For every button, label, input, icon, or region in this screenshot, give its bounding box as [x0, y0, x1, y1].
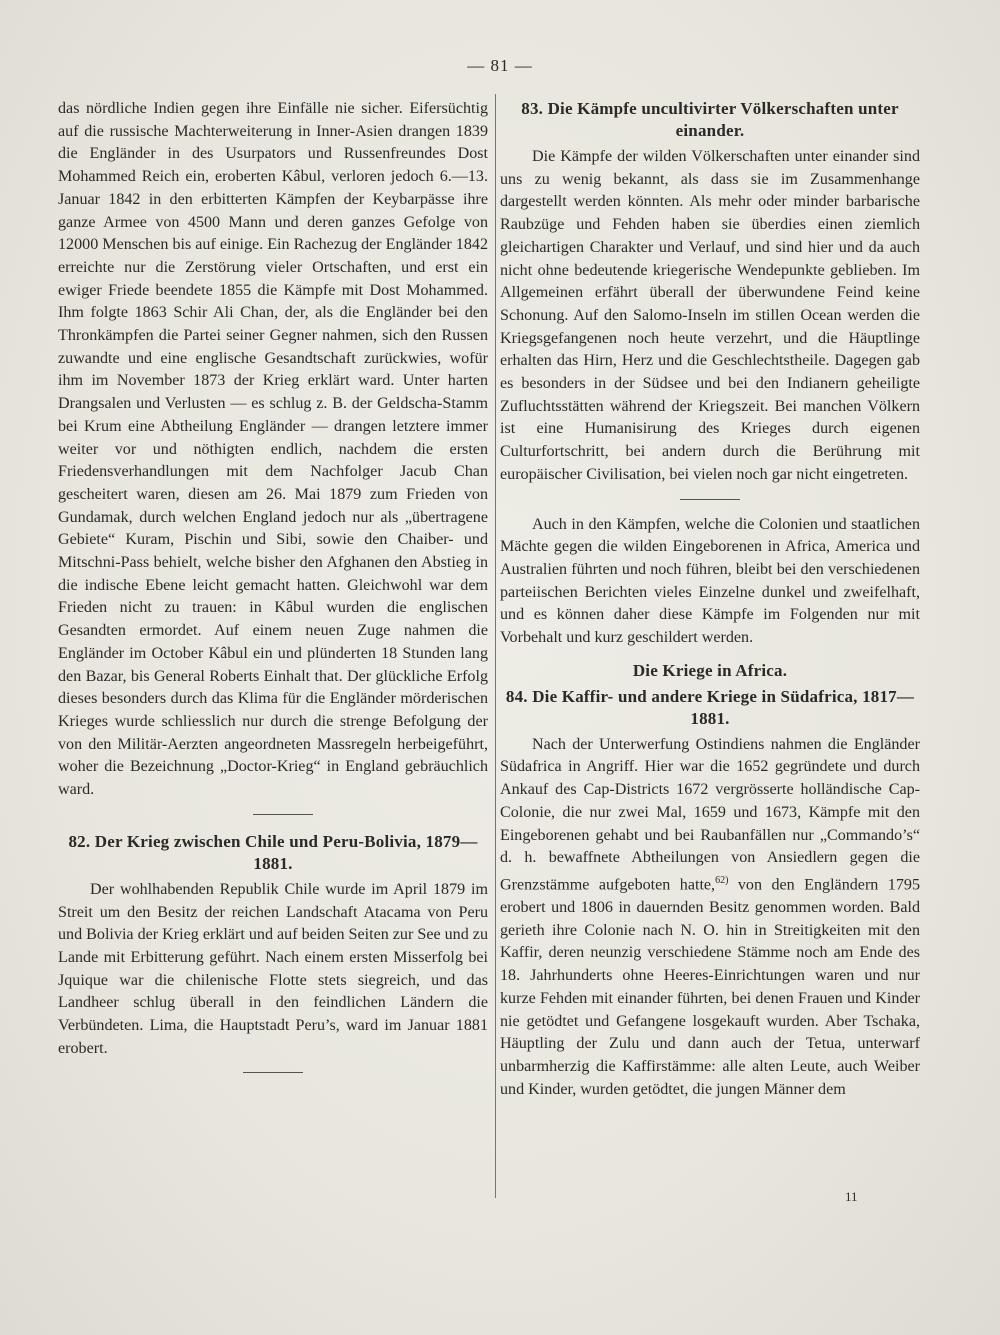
right-paragraph-2: Auch in den Kämpfen, welche die Colonien und staatlichen Mächte gegen die wilden Eingeborenen in Africa, America und Australien führten und noch führen, bleibt bei den verschiedenen parteiischen Berichten vieles Einzelne dunkel und zweifelhaft, und es können daher diese Kämpfe im Folgenden nur mit Vorbehalt und kurz geschildert werden.	[500, 515, 920, 647]
signature-mark: 11	[845, 1189, 858, 1204]
page-number: — 81 —	[467, 56, 533, 75]
section-divider-right	[680, 499, 740, 500]
section-divider-left	[253, 814, 313, 815]
section-82-heading: 82. Der Krieg zwischen Chile und Peru-Bolivia, 1879—1881.	[68, 831, 478, 873]
region-heading-africa: Die Kriege in Africa.	[632, 660, 788, 680]
left-paragraph-2: Der wohlhabenden Republik Chile wurde im April 1879 im Streit um den Besitz der reichen Landschaft Atacama von Peru und Bolivia der Krieg erklärt und auf beiden Seiten zur See und zu Lande mit Erbitterung geführt. Nach einem ersten Misserfolg bei Jquique war die chilenische Flotte stets siegreich, und das Landheer schlug überall in den feindlichen Ländern die Verbündeten. Lima, die Hauptstadt Peru’s, ward im Januar 1881 erobert.	[58, 880, 488, 1057]
left-column	[58, 98, 488, 1087]
right-column	[500, 98, 920, 1101]
section-end-rule-left	[243, 1072, 303, 1073]
section-83-heading: 83. Die Kämpfe uncultivirter Völkerschaften unter einander.	[521, 99, 899, 140]
right-paragraph-3-end: von den Engländern 1795 erobert und 1806 in dauernden Besitz genommen worden. Bald gerieth ihre Colonie nach N. O. hin in Streitigkeiten mit den Kaffir, deren neunzig verschiedene Stämme noch am Ende des 18. Jahrhunderts ohne Heeres-Einrichtungen waren und nur kurze Fehden mit einander führten, bei denen Frauen und Kinder nie getödtet und Gefangene losgekauft wurden. Aber Tschaka, Häuptling der Zulu und dann auch der Tetua, unterwarf unbarmherzig die Kaffirstämme: alle alten Leute, auch Weiber und Kinder, wurden getödtet, die jungen Männer dem	[500, 876, 920, 1098]
right-paragraph-3-start: Nach der Unterwerfung Ostindiens nahmen die Engländer Südafrica in Angriff. Hier war die 1652 gegründete und durch Ankauf des Cap-Districts 1672 vergrösserte holländische Cap-Colonie, die nur zwei Mal, 1659 und 1673, Kämpfe mit den Eingeborenen gehabt und bei Raubanfällen nur „Commando’s“ d. h. bewaffnete Abtheilungen von Ansiedlern gegen die Grenzstämme aufgeboten hatte,	[500, 735, 920, 894]
right-paragraph-1: Die Kämpfe der wilden Völkerschaften unter einander sind uns zu wenig bekannt, als dass sie im Zusammenhange dargestellt werden könnten. Als mehr oder minder barbarische Raubzüge und Fehden haben sie überdies einen ziemlich gleichartigen Charakter und Verlauf, und sind hier und da auch nicht ohne bedeutende kriegerische Wendepunkte geblieben. Im Allgemeinen erfährt überall der überwundene Feind keine Schonung. Auf den Salomo-Inseln im stillen Ocean werden die Kriegsgefangenen noch heute verzehrt, und die Häuptlinge erhalten das Hirn, Herz und die Geschlechtstheile. Dagegen gab es besonders in der Südsee und bei den Indianern geheiligte Zufluchtsstätten während der Kriegszeit. Bei manchen Völkern ist eine Humanisirung des Krieges durch eigenen Culturfortschritt, bei andern durch die Berührung mit europäischer Civilisation, bei vielen noch gar nicht eingetreten.	[500, 148, 920, 483]
column-divider	[495, 94, 496, 1198]
left-paragraph-1: das nördliche Indien gegen ihre Einfälle nie sicher. Eifersüchtig auf die russische Machterweiterung in Inner-Asien drangen 1839 die Engländer in des Usurpators und Russenfreundes Dost Mohammed Reich ein, eroberten Kâbul, verloren jedoch 6.—13. Januar 1842 in den erbitterten Kämpfen der Keybarpässe ihre ganze Armee von 4500 Mann und deren ganzes Gefolge von 12000 Menschen bis auf einige. Ein Rachezug der Engländer 1842 erreichte nur die Zerstörung vieler Ortschaften, und erst ein ewiger Friede beendete 1855 die Kämpfe mit Dost Mohammed. Ihm folgte 1863 Schir Ali Chan, der, als die Engländer bei den Thronkämpfen die Partei seiner Gegner nahmen, sich den Russen zuwandte und eine englische Gesandtschaft zurückwies, wofür ihm im November 1873 der Krieg erklärt ward. Unter harten Drangsalen und Verlusten — es schlug z. B. der Geldscha-Stamm bei Krum eine Abtheilung Engländer — drangen letztere immer weiter vor und nöthigten endlich, nachdem die ersten Friedensverhandlungen mit dem Nachfolger Jacub Chan gescheitert waren, diesen am 26. Mai 1879 zum Frieden von Gundamak, durch welchen England jedoch nur als „übertragene Gebiete“ Kuram, Pischin und Sibi, sowie den Chaiber- und Mitschni-Pass behielt, welche bisher den Afghanen den Abstieg in die indische Ebene leicht gemacht hatten. Gleichwohl war dem Frieden nicht zu trauen: in Kâbul wurden die englischen Gesandten ermordet. Auf einem neuen Zuge nahmen die Engländer im October Kâbul ein und plünderten 18 Stunden lang den Bazar, bis General Roberts Einhalt that. Der glückliche Erfolg dieses besonders durch das Klima für die Engländer mörderischen Krieges wurde schliesslich nur durch die strenge Befolgung der von den Militär-Aerzten angeordneten Massregeln herbeigeführt, woher die Bezeichnung „Doctor-Krieg“ in England gebräuchlich ward.	[58, 100, 488, 799]
section-84-heading: 84. Die Kaffir- und andere Kriege in Südafrica, 1817—1881.	[505, 686, 915, 728]
right-paragraph-3	[500, 734, 920, 1102]
footnote-reference: 62)	[715, 874, 729, 886]
